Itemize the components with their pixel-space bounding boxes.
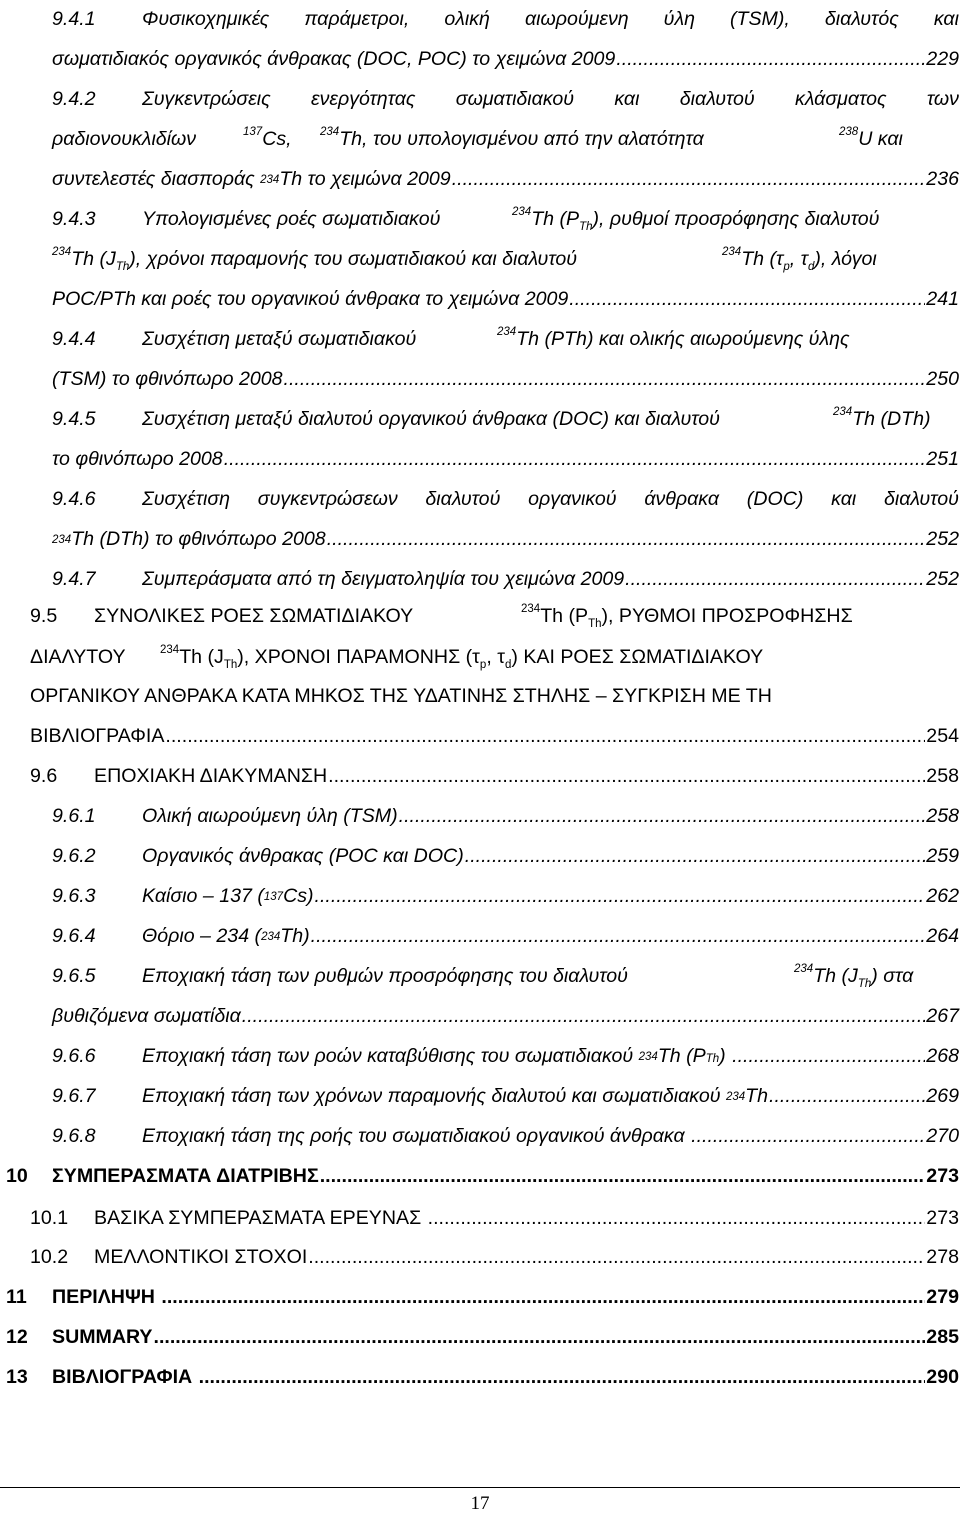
page-ref: 229 — [926, 48, 959, 70]
page-ref: 285 — [926, 1326, 959, 1348]
page-ref: 264 — [926, 925, 959, 947]
toc-entry-9-4-2-line-3: συντελεστές διασποράς $^{234}$ Th το χειμώνα 2009 ..... 236 — [52, 167, 959, 191]
toc-entry-9-4-4-line-2: (TSM) το φθινόπωρο 2008 ..... 250 — [52, 367, 959, 391]
dot-leader — [328, 764, 925, 788]
toc-entry-9-4-3-line-3: POC/PTh και ροές του οργανικού άνθρακα το χειμώνα 2009 ..... 241 — [52, 287, 959, 311]
entry-number: 10.1 — [30, 1207, 69, 1229]
page-ref: 252 — [926, 568, 959, 590]
toc-entry-9-5-line-3: ΟΡΓΑΝΙΚΟΥ ΑΝΘΡΑΚΑ ΚΑΤΑ ΜΗΚΟΣ ΤΗΣ ΥΔΑΤΙΝΗΣ ΣΤΗΛΗΣ – ΣΥΓΚΡΙΣΗ ΜΕ ΤΗ — [30, 685, 772, 707]
dot-leader — [242, 1004, 926, 1028]
dot-leader — [308, 1245, 925, 1269]
entry-number: 9.6.2 — [52, 845, 96, 867]
entry-number: 10 — [6, 1165, 28, 1187]
page-ref: 273 — [926, 1165, 959, 1187]
dot-leader — [311, 924, 926, 948]
page-ref: 259 — [926, 845, 959, 867]
page-ref: 290 — [926, 1366, 959, 1388]
dot-leader — [154, 1325, 926, 1349]
dot-leader — [161, 1285, 925, 1309]
page-ref: 251 — [926, 448, 959, 470]
page-ref: 258 — [926, 805, 959, 827]
entry-number: 9.4.2 — [52, 88, 96, 110]
dot-leader — [284, 367, 926, 391]
entry-number: 9.4.4 — [52, 328, 96, 350]
dot-leader — [452, 167, 926, 191]
dot-leader — [769, 1084, 925, 1108]
page-ref: 254 — [926, 725, 959, 747]
page-ref: 273 — [926, 1207, 959, 1229]
toc-entry-9-4-6-line-2: $^{234}$ Th (DTh) το φθινόπωρο 2008 ..... 252 — [52, 527, 959, 551]
entry-number: 9.4.1 — [52, 8, 96, 30]
dot-leader — [569, 287, 925, 311]
page-ref: 252 — [926, 528, 959, 550]
entry-number: 9.6.5 — [52, 965, 96, 987]
dot-leader — [732, 1044, 925, 1068]
entry-title-line-2: σωματιδιακός οργανικός άνθρακας (DOC, POC) το χειμώνα 2009 — [52, 48, 616, 70]
toc-entry-9-4-5-line-2: το φθινόπωρο 2008 ..... 251 — [52, 447, 959, 471]
entry-number: 10.2 — [30, 1246, 69, 1268]
entry-number: 13 — [6, 1366, 28, 1388]
dot-leader — [399, 804, 926, 828]
dot-leader — [320, 1164, 926, 1188]
page-ref: 262 — [926, 885, 959, 907]
dot-leader — [224, 447, 926, 471]
entry-number: 9.6.7 — [52, 1085, 96, 1107]
dot-leader — [616, 47, 925, 71]
toc-entry-9-4-1-cont[interactable] — [52, 47, 959, 71]
entry-number: 9.6.1 — [52, 805, 96, 827]
toc-entry-9-6-5-line-2: βυθιζόμενα σωματίδια ..... 267 — [52, 1004, 959, 1028]
page-number: 17 — [470, 1493, 490, 1514]
entry-number: 9.4.3 — [52, 208, 96, 230]
entry-number: 9.6.3 — [52, 885, 96, 907]
dot-leader — [327, 527, 926, 551]
entry-number: 11 — [6, 1286, 27, 1308]
page-ref: 269 — [926, 1085, 959, 1107]
page-ref: 279 — [926, 1286, 959, 1308]
dot-leader — [428, 1206, 926, 1230]
toc-entry-9-5-line-4: ΒΙΒΛΙΟΓΡΑΦΙΑ ..... 254 — [30, 724, 959, 748]
entry-number: 9.4.5 — [52, 408, 96, 430]
page-ref: 270 — [926, 1125, 959, 1147]
entry-title-line-1: Φυσικοχημικές παράμετροι, ολική αιωρούμενη ύλη (TSM), διαλυτός και — [142, 8, 959, 30]
dot-leader — [165, 724, 925, 748]
page-ref: 267 — [926, 1005, 959, 1027]
entry-number: 9.6.6 — [52, 1045, 96, 1067]
page-ref: 258 — [926, 765, 959, 787]
page-ref: 278 — [926, 1246, 959, 1268]
dot-leader — [199, 1365, 926, 1389]
dot-leader — [691, 1124, 925, 1148]
table-of-contents: 9.4.1 Φυσικοχημικές παράμετροι, ολική αιωρούμενη ύλη (TSM), διαλυτός και σωματιδιακός οργανικός άνθρακας (DOC, POC) το χειμώνα 2009 ..... 229 9.4.2 Συγκεντρώσεις ενεργότητας σωματιδιακού και διαλυτού κλάσματος των ραδιονουκλιδίων $^{137}$Cs, $^{234}$Th, του υπολογισμένου από την αλατότητα $^{238}$U και συντελεστές διασποράς $^{234}$ Th το χειμώνα 2009 ..... 236 9.4.3 Υπολογισμένες ροές σωματιδιακού $^{234}$Th $(P_{Th})$, ρυθμοί προσρόφησης διαλυτού $^{234}$Th $(J_{Th})$, χρόνοι παραμονής του σωματιδιακού και διαλυτού $^{234}$Th ($\tau_p$, $\tau_d$), λόγοι POC/PTh και ροές του οργανικού άνθρακα το χειμώνα 2009 ..... 241 9.4.4 Συσχέτιση μεταξύ σωματιδιακού $^{234}$Th (PTh) και ολικής αιωρούμενης ύλης (TSM) το φθινόπωρο 2008 ..... 250 9.4.5 Συσχέτιση μεταξύ διαλυτού οργανικού άνθρακα (DOC) και διαλυτού $^{234}$Th (DTh) το φθινόπωρο 2008 ..... 251 9.4.6 Συσχέτιση συγκεντρώσεων διαλυτού οργανικού άνθρακα (DOC) και διαλυτού $^{234}$ Th (DTh) το φθινόπωρο 2008 ..... 252 9.4.7 Συμπεράσματα από τη δειγματοληψία του χειμώνα 2009 ..... 252 9.5 ΣΥΝΟΛΙΚΕΣ ΡΟΕΣ ΣΩΜΑΤΙΔΙΑΚΟΥ $^{234}$Th $(P_{Th})$, ΡΥΘΜΟΙ ΠΡΟΣΡΟΦΗΣΗΣ ΔΙΑΛΥΤΟΥ $^{234}$Th $(J_{Th})$, ΧΡΟΝΟΙ ΠΑΡΑΜΟΝΗΣ ($\tau_p$, $\tau_d$) ΚΑΙ ΡΟΕΣ ΣΩΜΑΤΙΔΙΑΚΟΥ ΟΡΓΑΝΙΚΟΥ ΑΝΘΡΑΚΑ ΚΑΤΑ ΜΗΚΟΣ ΤΗΣ ΥΔΑΤΙΝΗΣ ΣΤΗΛΗΣ – ΣΥΓΚΡΙΣΗ ΜΕ ΤΗ ΒΙΒΛΙΟΓΡΑΦΙΑ ..... 254 9.6 ΕΠΟΧΙΑΚΗ ΔΙΑΚΥΜΑΝΣΗ ..... 258 9.6.1 Ολική αιωρούμενη ύλη (TSM) ..... 258 9.6.2 Οργανικός άνθρακας (POC και DOC) ..... 259 9.6.3 Καίσιο – 137 ( $^{137}$ Cs) ..... 262 9.6.4 Θόριο – 234 ( $^{234}$ Th) ..... 264 9.6.5 Εποχιακή τάση των ρυθμών προσρόφησης του διαλυτού $^{234}$Th $(J_{Th})$ στα βυθιζόμενα σωματίδια ..... 267 9.6.6 Εποχιακή τάση των ροών καταβύθισης του σωματιδιακού $^{234}$ Th (P Th ) ..... 268 9.6.7 Εποχιακή τάση των χρόνων παραμονής διαλυτού και σωματιδιακού $^{234}$ Th ..... 269 9.6.8 Εποχιακή τάση της ροής του σωματιδιακού οργανικού άνθρακα ..... 270 10 ΣΥΜΠΕΡΑΣΜΑΤΑ ΔΙΑΤΡΙΒΗΣ ..... 273 10.1 ΒΑΣΙΚΑ ΣΥΜΠΕΡΑΣΜΑΤΑ ΕΡΕΥΝΑΣ ..... 273 10.2 ΜΕΛΛΟΝΤΙΚΟΙ ΣΤΟΧΟΙ ..... 278 11 ΠΕΡΙΛΗΨΗ ..... 279 12 SUMMARY ..... 285 13 ΒΙΒΛΙΟΓΡΑΦΙΑ ..... 290 — [0, 0, 960, 1521]
entry-number: 9.4.7 — [52, 568, 96, 590]
entry-title-line-1: Συγκεντρώσεις ενεργότητας σωματιδιακού και διαλυτού κλάσματος των — [142, 88, 959, 110]
entry-number: 12 — [6, 1326, 28, 1348]
page-ref: 236 — [926, 168, 959, 190]
entry-number: 9.6.4 — [52, 925, 96, 947]
page-ref: 268 — [926, 1045, 959, 1067]
dot-leader — [315, 884, 926, 908]
entry-number: 9.6.8 — [52, 1125, 96, 1147]
entry-number: 9.6 — [30, 765, 58, 787]
dot-leader — [465, 844, 926, 868]
entry-number: 9.5 — [30, 605, 58, 627]
entry-number: 9.4.6 — [52, 488, 96, 510]
footer-divider — [0, 1487, 960, 1488]
page-ref: 241 — [926, 288, 959, 310]
dot-leader — [625, 567, 925, 591]
page-ref: 250 — [926, 368, 959, 390]
